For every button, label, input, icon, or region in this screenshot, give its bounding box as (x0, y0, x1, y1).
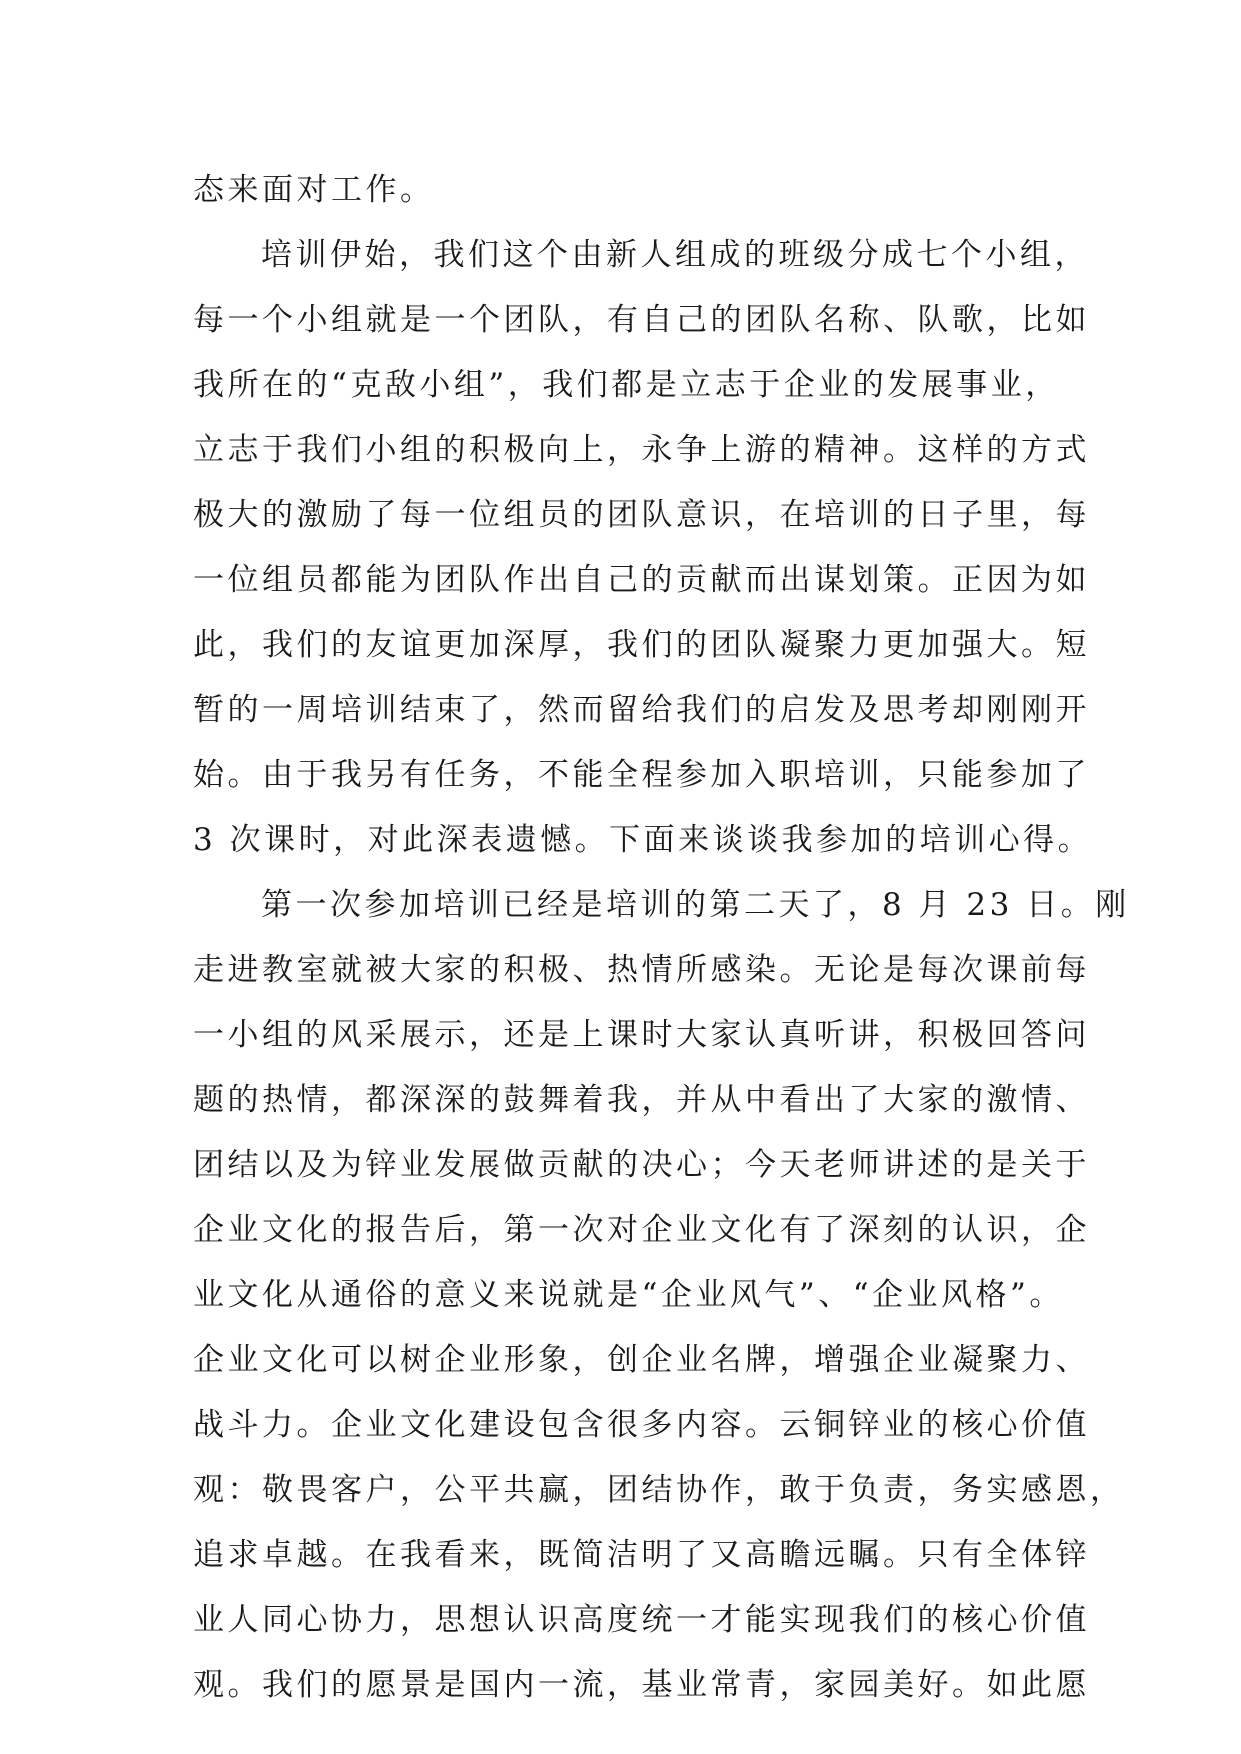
text-line: 立志于我们小组的积极向上，永争上游的精神。这样的方式 (193, 432, 1090, 468)
paragraph-start-line: 培训伊始，我们这个由新人组成的班级分成七个小组， (261, 237, 1089, 273)
paragraph-start-line: 第一次参加培训已经是培训的第二天了，8 月 23 日。刚 (261, 887, 1130, 923)
text-line: 一小组的风采展示，还是上课时大家认真听讲，积极回答问 (193, 1017, 1090, 1053)
text-line: 业文化从通俗的意义来说就是“企业风气”、“企业风格”。 (193, 1277, 1064, 1313)
text-line: 3 次课时，对此深表遗憾。下面来谈谈我参加的培训心得。 (193, 822, 1093, 858)
text-line: 观：敬畏客户，公平共赢，团结协作，敢于负责，务实感恩， (193, 1472, 1125, 1508)
text-line: 极大的激励了每一位组员的团队意识，在培训的日子里，每 (193, 497, 1090, 533)
text-line: 走进教室就被大家的积极、热情所感染。无论是每次课前每 (193, 952, 1090, 988)
text-line: 观。我们的愿景是国内一流，基业常青，家园美好。如此愿 (193, 1667, 1090, 1703)
text-line: 态来面对工作。 (193, 172, 435, 208)
text-line: 暂的一周培训结束了，然而留给我们的启发及思考却刚刚开 (193, 692, 1090, 728)
text-line: 始。由于我另有任务，不能全程参加入职培训，只能参加了 (193, 757, 1090, 793)
text-line: 团结以及为锌业发展做贡献的决心；今天老师讲述的是关于 (193, 1147, 1090, 1183)
text-line: 题的热情，都深深的鼓舞着我，并从中看出了大家的激情、 (193, 1082, 1090, 1118)
text-line: 企业文化可以树企业形象，创企业名牌，增强企业凝聚力、 (193, 1342, 1090, 1378)
text-line: 战斗力。企业文化建设包含很多内容。云铜锌业的核心价值 (193, 1407, 1090, 1443)
text-line: 业人同心协力，思想认识高度统一才能实现我们的核心价值 (193, 1602, 1090, 1638)
text-line: 我所在的“克敌小组”，我们都是立志于企业的发展事业， (193, 367, 1060, 403)
text-line: 企业文化的报告后，第一次对企业文化有了深刻的认识，企 (193, 1212, 1090, 1248)
text-line: 此，我们的友谊更加深厚，我们的团队凝聚力更加强大。短 (193, 627, 1090, 663)
text-line: 每一个小组就是一个团队，有自己的团队名称、队歌，比如 (193, 302, 1090, 338)
body-text (193, 158, 1130, 1718)
text-line: 一位组员都能为团队作出自己的贡献而出谋划策。正因为如 (193, 562, 1090, 598)
text-line: 追求卓越。在我看来，既简洁明了又高瞻远瞩。只有全体锌 (193, 1537, 1090, 1573)
